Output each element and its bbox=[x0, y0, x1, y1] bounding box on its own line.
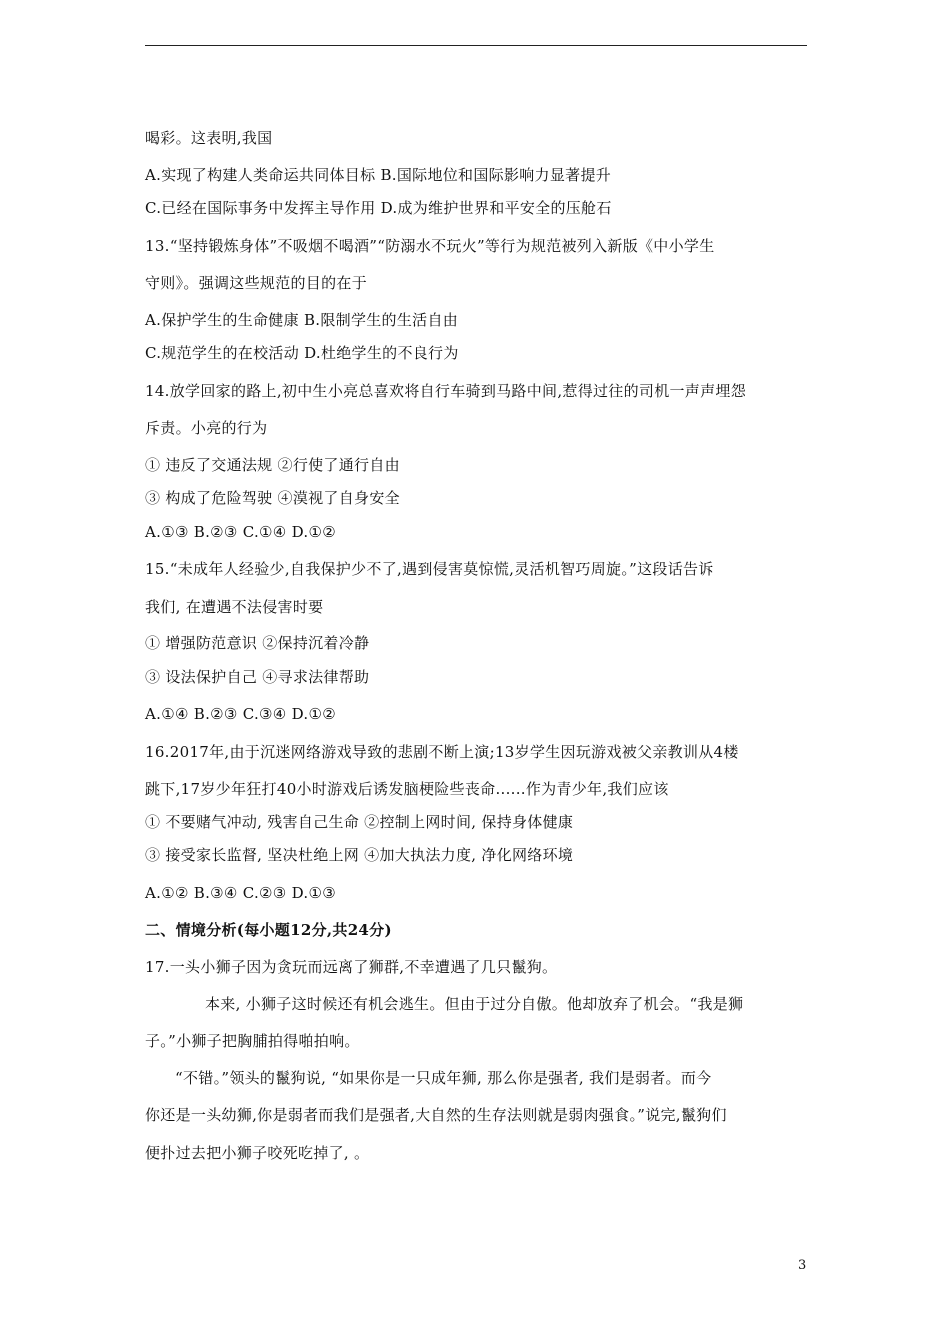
q13-stem: 13.“坚持锻炼身体”不吸烟不喝酒”“防溺水不玩火”等行为规范被列入新版《中小学生 bbox=[145, 237, 715, 255]
q15-options: A.①④ B.②③ C.③④ D.①② bbox=[145, 705, 336, 723]
q16-stem-cont: 跳下,17岁少年狂打40小时游戏后诱发脑梗险些丧命......作为青少年,我们应该 bbox=[145, 780, 669, 798]
story-paragraph-1: 本来, 小狮子这时候还有机会逃生。但由于过分自傲。他却放弃了机会。“我是狮 bbox=[205, 995, 744, 1013]
q12-options-cd: C.已经在国际事务中发挥主导作用 D.成为维护世界和平安全的压舱石 bbox=[145, 199, 612, 217]
header-rule bbox=[145, 45, 807, 46]
story-paragraph-2: “不错。”领头的鬣狗说, “如果你是一只成年狮, 那么你是强者, 我们是弱者。而今 bbox=[175, 1069, 712, 1087]
text-line: 喝彩。这表明,我国 bbox=[145, 129, 273, 147]
q16-statements-12: ① 不要赌气冲动, 残害自己生命 ②控制上网时间, 保持身体健康 bbox=[145, 813, 574, 831]
q16-statements-34: ③ 接受家长监督, 坚决杜绝上网 ④加大执法力度, 净化网络环境 bbox=[145, 846, 574, 864]
story-paragraph-2-end: 便扑过去把小狮子咬死吃掉了, 。 bbox=[145, 1144, 370, 1162]
q16-stem: 16.2017年,由于沉迷网络游戏导致的悲剧不断上演;13岁学生因玩游戏被父亲教训从4楼 bbox=[145, 743, 739, 761]
q15-stem: 15.“未成年人经验少,自我保护少不了,遇到侵害莫惊慌,灵活机智巧周旋。”这段话告诉 bbox=[145, 560, 714, 578]
q14-statements-12: ① 违反了交通法规 ②行使了通行自由 bbox=[145, 456, 400, 474]
story-paragraph-2-cont: 你还是一头幼狮,你是弱者而我们是强者,大自然的生存法则就是弱肉强食。”说完,鬣狗们 bbox=[145, 1106, 727, 1124]
q15-statements-34: ③ 设法保护自己 ④寻求法律帮助 bbox=[145, 668, 370, 686]
q14-options: A.①③ B.②③ C.①④ D.①② bbox=[145, 523, 336, 541]
q14-stem: 14.放学回家的路上,初中生小亮总喜欢将自行车骑到马路中间,惹得过往的司机一声声埋怨 bbox=[145, 382, 746, 400]
q14-statements-34: ③ 构成了危险驾驶 ④漠视了自身安全 bbox=[145, 489, 400, 507]
q13-stem-cont: 守则》。强调这些规范的目的在于 bbox=[145, 274, 368, 292]
q16-options: A.①② B.③④ C.②③ D.①③ bbox=[145, 884, 336, 902]
section-heading: 二、情境分析(每小题12分,共24分) bbox=[145, 921, 392, 939]
q15-stem-cont: 我们, 在遭遇不法侵害时要 bbox=[145, 598, 324, 616]
q12-options-ab: A.实现了构建人类命运共同体目标 B.国际地位和国际影响力显著提升 bbox=[145, 166, 612, 184]
q13-options-cd: C.规范学生的在校活动 D.杜绝学生的不良行为 bbox=[145, 344, 459, 362]
story-paragraph-1-cont: 子。”小狮子把胸脯拍得啪拍响。 bbox=[145, 1032, 360, 1050]
q17-stem: 17.一头小狮子因为贪玩而远离了狮群,不幸遭遇了几只鬣狗。 bbox=[145, 958, 558, 976]
q15-statements-12: ① 增强防范意识 ②保持沉着冷静 bbox=[145, 634, 370, 652]
page-number: 3 bbox=[798, 1258, 807, 1273]
q13-options-ab: A.保护学生的生命健康 B.限制学生的生活自由 bbox=[145, 311, 459, 329]
q14-stem-cont: 斥责。小亮的行为 bbox=[145, 419, 268, 437]
